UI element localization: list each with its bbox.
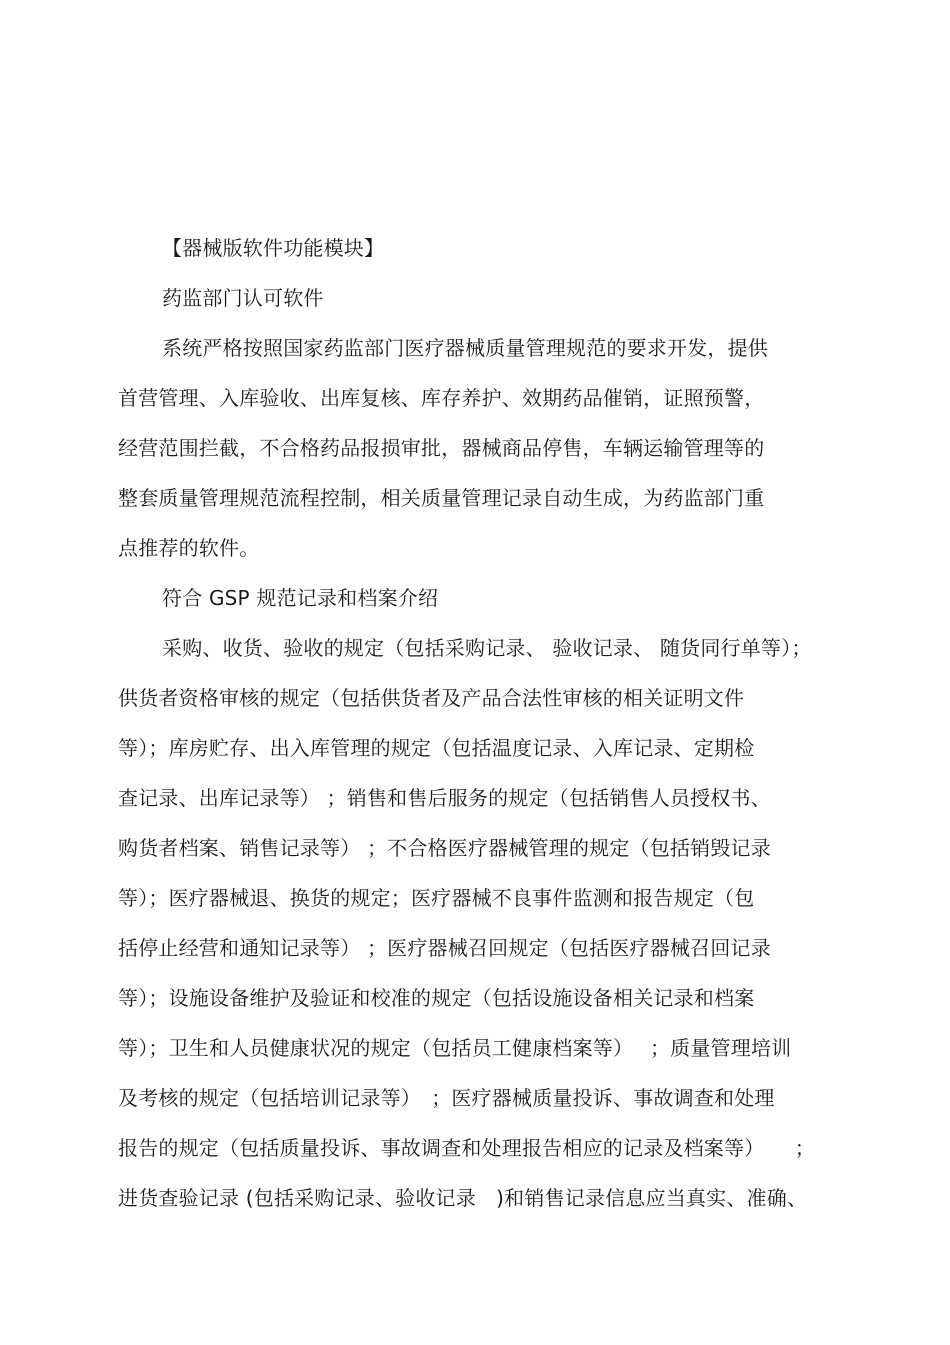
section1-line: 系统严格按照国家药监部门医疗器械质量管理规范的要求开发，提供 (162, 336, 768, 360)
section1-line: 首营管理、入库验收、出库复核、库存养护、效期药品催销，证照预警， (118, 386, 765, 410)
section2-line: 括停止经营和通知记录等） ；医疗器械召回规定（包括医疗器械召回记录 (118, 936, 771, 960)
section2-line: 及考核的规定（包括培训记录等） ；医疗器械质量投诉、事故调查和处理 (118, 1086, 775, 1110)
section2-line: 等）；卫生和人员健康状况的规定（包括员工健康档案等） ；质量管理培训 (118, 1036, 792, 1060)
section2-line: 查记录、出库记录等） ；销售和售后服务的规定（包括销售人员授权书、 (118, 786, 771, 810)
section1-line: 经营范围拦截，不合格药品报损审批，器械商品停售，车辆运输管理等的 (118, 436, 765, 460)
section1-title: 药监部门认可软件 (162, 286, 324, 310)
section2-line: 供货者资格审核的规定（包括供货者及产品合法性审核的相关证明文件 (118, 686, 745, 710)
section2-line: 等）；医疗器械退、换货的规定；医疗器械不良事件监测和报告规定（包 (118, 886, 755, 910)
section1-line: 点推荐的软件。 (118, 536, 260, 560)
section1-line: 整套质量管理规范流程控制，相关质量管理记录自动生成，为药监部门重 (118, 486, 765, 510)
section2-line: 等）；库房贮存、出入库管理的规定（包括温度记录、入库记录、定期检 (118, 736, 755, 760)
section2-line: 报告的规定（包括质量投诉、事故调查和处理报告相应的记录及档案等） ； (118, 1136, 815, 1160)
section2-line: 采购、收货、验收的规定（包括采购记录、 验收记录、 随货同行单等）； (162, 636, 812, 660)
section2-line: 进货查验记录 (包括采购记录、验收记录 )和销售记录信息应当真实、准确、 (118, 1186, 808, 1210)
section2-line: 等）；设施设备维护及验证和校准的规定（包括设施设备相关记录和档案 (118, 986, 755, 1010)
section2-line: 购货者档案、销售记录等） ；不合格医疗器械管理的规定（包括销毁记录 (118, 836, 771, 860)
section2-title: 符合 GSP 规范记录和档案介绍 (162, 586, 439, 610)
document-heading: 【器械版软件功能模块】 (162, 236, 385, 260)
